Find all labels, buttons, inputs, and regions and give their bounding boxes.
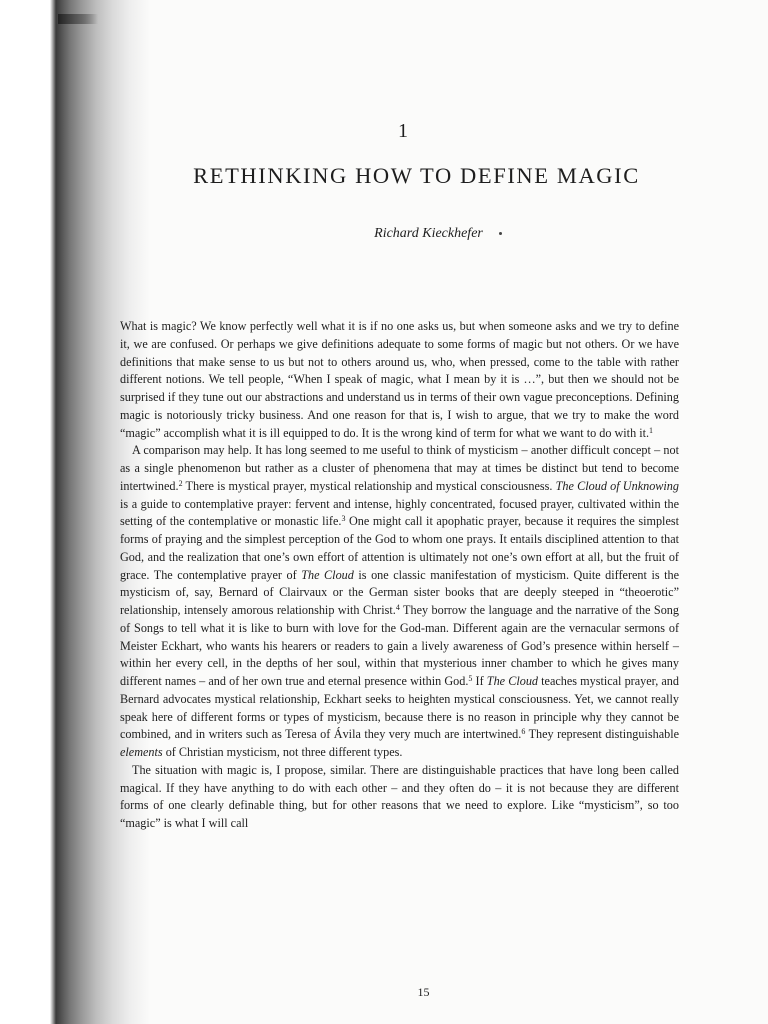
print-speck — [499, 232, 502, 235]
paragraph-2: A comparison may help. It has long seemed to me useful to think of mysticism – another difficult concept – not as a single phenomenon but rather as a cluster of phenomena that may at times be distinct but tend to become intertwined.$^2$ There is mystical prayer, mystical relationship and mystical consciousness. The Cloud of Unknowing is a guide to contemplative prayer: fervent and intense, highly concentrated, focused prayer, cultivated within the setting of the contemplative or monastic life.$^3$ One might call it apophatic prayer, because it requires the simplest forms of praying and the simplest perception of the God to whom one prays. It entails disciplined attention to that God, and the realization that one’s own effort of attention is ultimately not one’s own effort at all, but the fruit of grace. The contemplative prayer of The Cloud is one classic manifestation of mysticism. Quite different is the mysticism of, say, Bernard of Clairvaux or the German sister books that are deeply steeped in “theoerotic” relationship, intensely amorous relationship with Christ.$^4$ They borrow the language and the narrative of the Song of Songs to tell what it is like to burn with love for the God-man. Different again are the vernacular sermons of Meister Eckhart, who wants his hearers or readers to gain a lively awareness of God’s presence within herself – within her every cell, in the depths of her soul, within that mysterious inner chamber to which he gives many different names – and of her own true and eternal presence within God.$^5$ If The Cloud teaches mystical prayer, and Bernard advocates mystical relationship, Eckhart seeks to heighten mystical consciousness. Yet, we cannot really speak here of different forms or types of mysticism, because there is no reason in principle why they cannot be combined, and in writers such as Teresa of Ávila they very much are intertwined.$^6$ They represent distinguishable elements of Christian mysticism, not three different types. — [120, 443, 680, 759]
paragraph-3: The situation with magic is, I propose, similar. There are distinguishable practices that have long been called magical. If they have anything to do with each other – and they often do – it is not because they are different forms of one clearly definable thing, but for other reasons that we need to explore. Like “mysticism”, so too “magic” is what I will call — [120, 762, 679, 830]
footnote-ref-1: 1 — [649, 425, 654, 435]
footnote-ref-2: 2 — [178, 478, 183, 488]
binding-edge — [58, 14, 98, 24]
emphasis: elements — [120, 745, 163, 759]
body-text — [120, 318, 679, 833]
chapter-title: RETHINKING HOW TO DEFINE MAGIC — [193, 163, 640, 188]
footnote-ref-4: 4 — [395, 603, 400, 612]
chapter-author: Richard Kieckhefer — [374, 226, 483, 241]
paragraph-1: What is magic? We know perfectly well what it is if no one asks us, but when someone asks and we try to define it, we are confused. Or perhaps we give definitions adequate to some forms of magic but not others. Or we have definitions that make sense to us but not to others around us, who, when pressed, come to the table with rather different notions. We tell people, “When I speak of magic, what I mean by it is …”, but then we should not be surprised if they tune out our abstractions and understand us in terms of their own vague preconceptions. Defining magic is notoriously tricky business. And one reason for that is, I wish to argue, that we try to make the word “magic” accomplish what it is ill equipped to do. It is the wrong kind of term for what we want to do with it.$^1$ — [120, 319, 679, 440]
work-title: The Cloud — [301, 567, 354, 582]
footnote-ref-5: 5 — [468, 674, 473, 683]
work-title: The Cloud of Unknowing — [555, 478, 679, 493]
footnote-ref-6: 6 — [521, 727, 526, 737]
page-content — [117, 0, 680, 1024]
chapter-number: 1 — [398, 120, 409, 142]
work-title: The Cloud — [486, 674, 539, 688]
page-number: 15 — [417, 985, 430, 999]
footnote-ref-3: 3 — [341, 514, 346, 524]
